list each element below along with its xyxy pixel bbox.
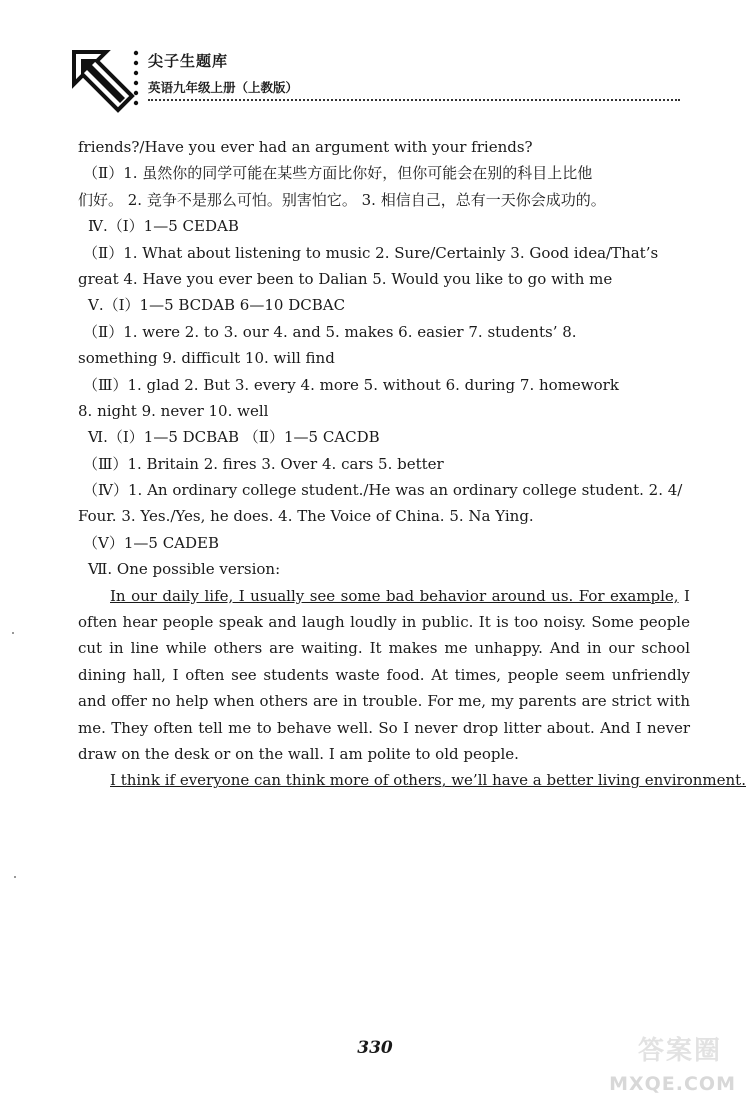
answer-line: （Ⅲ）1. glad 2. But 3. every 4. more 5. without 6. during 7. homework (83, 375, 619, 394)
essay-underlined-opening: In our daily life, I usually see some bad behavior around us. For example, (110, 586, 679, 605)
scan-speck (12, 632, 14, 634)
page-number: 330 (357, 1038, 393, 1058)
answer-line: Ⅴ.（Ⅰ）1—5 BCDAB 6—10 DCBAC (88, 296, 346, 315)
watermark-url: MXQE.COM (609, 1073, 736, 1095)
answer-line: 8. night 9. never 10. well (78, 401, 269, 420)
answer-line: （Ⅱ）1. were 2. to 3. our 4. and 5. makes 6. easier 7. students’ 8. (83, 322, 577, 341)
series-title: 尖子生题库 (148, 52, 229, 70)
answer-line: （Ⅱ）1. What about listening to music 2. Sure/Certainly 3. Good idea/That’s (83, 243, 659, 262)
scan-speck (14, 876, 16, 878)
essay-underlined-closing: I think if everyone can think more of others, we’ll have a better living environment. (110, 771, 746, 790)
decorative-dots-icon (128, 48, 144, 108)
answer-line: Four. 3. Yes./Yes, he does. 4. The Voice of China. 5. Na Ying. (78, 507, 534, 526)
answer-line: （Ⅴ）1—5 CADEB (83, 533, 219, 552)
essay-body: I often hear people speak and laugh loudly in public. It is too noisy. Some people cut in line while others are waiting. It makes me unhappy. And in our school dining hall, I often see students waste food. At times, people seem unfriendly and offer no help when others are in trouble. For me, my parents are strict with me. They often tell me to behave well. So I never drop litter about. And I never draw on the desk or on the wall. I am polite to old people. (78, 586, 690, 764)
answer-line: （Ⅳ）1. An ordinary college student./He was an ordinary college student. 2. 4/ (83, 481, 683, 500)
answer-line: great 4. Have you ever been to Dalian 5. Would you like to go with me (78, 269, 613, 288)
answer-line: （Ⅲ）1. Britain 2. fires 3. Over 4. cars 5. better (83, 454, 444, 473)
watermark-logo: 答案圈 (637, 1036, 722, 1066)
answer-line: something 9. difficult 10. will find (78, 349, 335, 368)
answer-content (78, 134, 746, 794)
answer-line: Ⅶ. One possible version: (88, 560, 281, 579)
answer-line: friends?/Have you ever had an argument with your friends? (78, 138, 533, 156)
header-dotted-rule (148, 99, 680, 101)
answer-line: Ⅳ.（Ⅰ）1—5 CEDAB (88, 217, 239, 236)
essay-paragraph-2 (78, 767, 746, 793)
essay-paragraph-1 (78, 583, 690, 768)
book-subtitle: 英语九年级上册（上教版） (148, 80, 299, 95)
answer-line: （Ⅱ）1. 虽然你的同学可能在某些方面比你好，但你可能会在别的科目上比他 (83, 164, 593, 183)
arrow-logo-icon (70, 48, 136, 114)
answer-line: 们好。 2. 竞争不是那么可怕。别害怕它。 3. 相信自己，总有一天你会成功的。 (78, 190, 606, 209)
running-header (70, 42, 690, 122)
answer-line: Ⅵ.（Ⅰ）1—5 DCBAB （Ⅱ）1—5 CACDB (88, 428, 380, 447)
